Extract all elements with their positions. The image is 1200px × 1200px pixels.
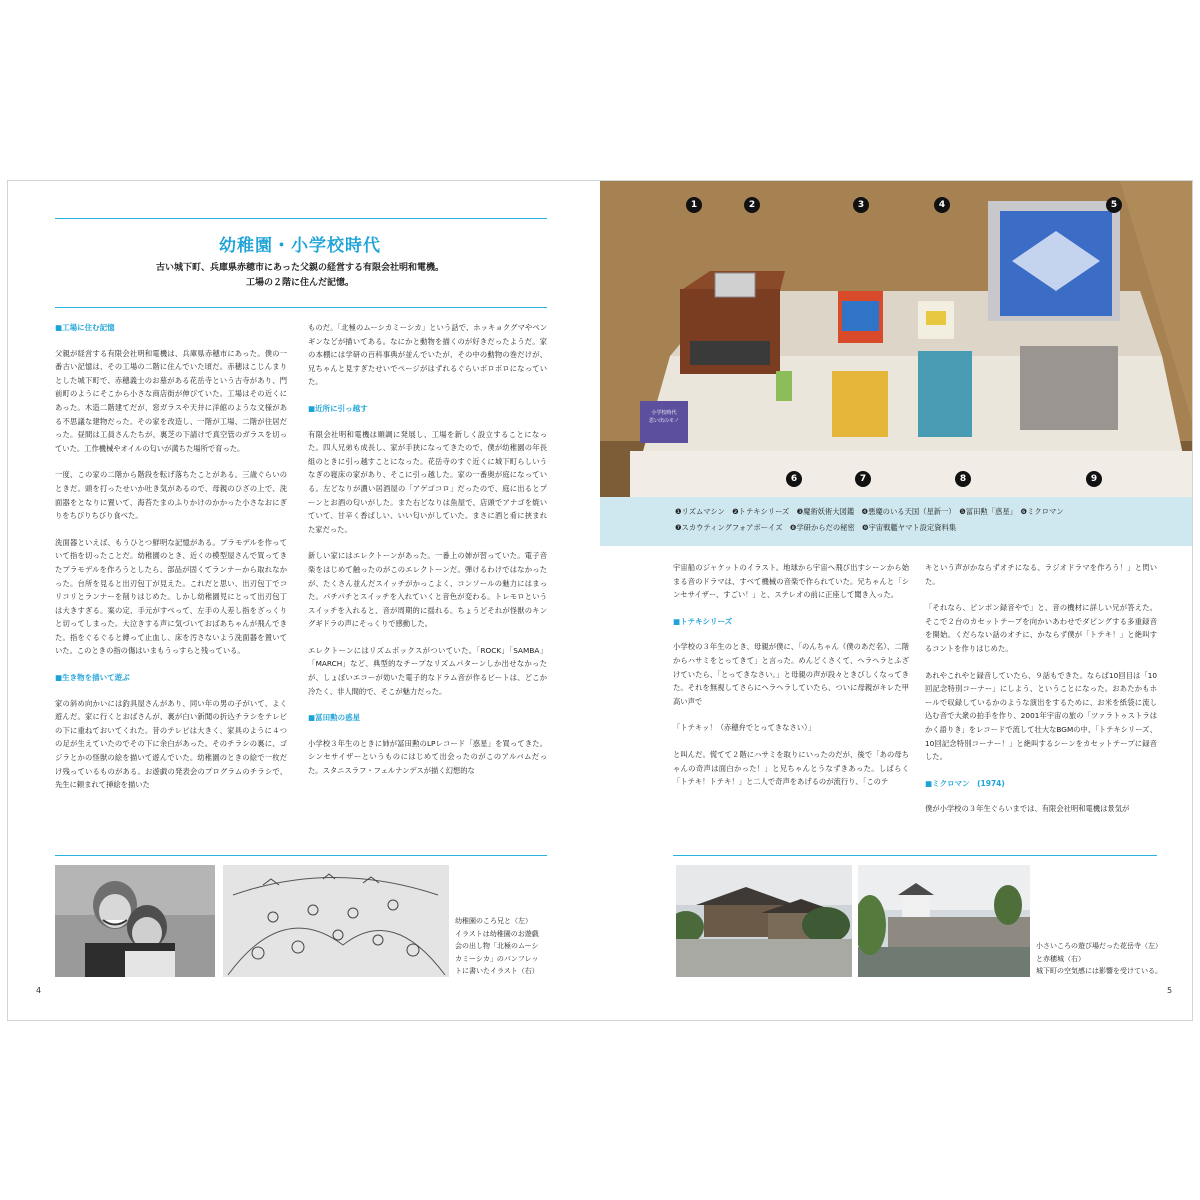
exhibit-marker: 7 [855, 471, 871, 487]
body-paragraph: キという声がかならずオチになる、ラジオドラマを作ろう！」と閃いた。 [925, 563, 1157, 586]
right-photo-caption [1036, 940, 1186, 978]
page-number: 5 [1167, 986, 1173, 995]
body-paragraph: 小学校３年生のときに姉が冨田勲のLPレコード「惑星」を買ってきた。シンセサイザーというものにはじめて出会ったのがこのアルバムだった。スタニスラフ・フェルナンデスが描く幻想的な [308, 738, 547, 776]
section-heading: ■生き物を描いて遊ぶ [55, 673, 130, 683]
body-paragraph: 父親が経営する有限会社明和電機は、兵庫県赤穂市にあった。僕の一番古い記憶は、その工場の二階に住んでいた頃だ。赤穂はこじんまりとした城下町で、赤穂義士のお墓がある花岳寺という古寺があり、門前町のようにそこから小さな商店街が伸びていた。工場はその近くにあった。木造二階建てだが、窓ガラスや天井に洋館のような文様がある不思議な建物だった。その家を改造し、一階が工場、二階が住居だった。昼間は工員さんたちが、裏芝の下請けで真空管のガラスを切っていた。工作機械やオイルの匂いが満ちた場所で育った。 [55, 348, 287, 453]
legend-line: ❼スカウティングフォアボーイズ ❽学研からだの秘密 ❾宇宙戦艦ヤマト設定資料集 [675, 523, 957, 532]
body-paragraph: 有限会社明和電機は順調に発展し、工場を新しく設立することになった。四人兄弟も成長し、家が手狭になってきたので、僕が幼稚園の年長組のときに引っ越すことになった。花岳寺のすぐ近くに城下町らしいうなぎの寝床の家があり、そこに引っ越した。家の一番奥が庭になっている。左どなりが濃い居酒屋の「アゲゴコロ」だったので、庭に出るとプーンとお酒の匂いがした。また右どなりは魚屋で、店頭でアナゴを焼いていて、甘辛く香ばしい、いい匂いがしていた。まさに酒と肴に挟まれた家だった。 [308, 429, 547, 534]
text-column-2 [925, 561, 1157, 829]
exhibit-placard [642, 409, 686, 425]
body-paragraph: と叫んだ。慌てて２階にハサミを取りにいったのだが、後で「あの母ちゃんの奇声は面白かった！」と兄ちゃんとうなずきあった。しばらく「トテキ！トテキ！」と二人で奇声をあげるのが流行り、「このテ [673, 749, 909, 787]
caption-line: 幼稚園のころ兄と（左） [455, 917, 532, 925]
body-paragraph: 家の斜め向かいには釣具屋さんがあり、同い年の男の子がいて、よく遊んだ。家に行くとおばさんが、裏が白い新聞の折込チラシをテレビの下に重ねておいてくれた。昔のテレビは大きく、家具のように４つの足が生えていたのでその下に余白があった。そのチラシの裏に、ゴジラとかの怪獣の絵を描いて遊んでいた。幼稚園のときの絵で一枚だけ残っているものがある。お遊戯の発表会のプログラムのチラシで、先生に頼まれて挿絵を描いた [55, 698, 287, 790]
exhibit-marker: 6 [786, 471, 802, 487]
page-number: 4 [36, 986, 42, 995]
castle-photo [858, 865, 1030, 977]
caption-line: 会の出し物「北極のムーシ [455, 942, 539, 950]
section-heading: ■工場に住む記憶 [55, 323, 115, 332]
caption-line: トに書いたイラスト（右） [455, 967, 539, 975]
body-paragraph: 「それなら、ピンポン録音やで」と、音の機材に詳しい兄が答えた。そこで２台のカセットテープを向かいあわせでダビングする多重録音を開始。くだらない話のオチに、かならず僕が「トテキ！」と絶叫するコントを作りはじめた。 [925, 603, 1157, 653]
section-heading: ■ミクロマン (1974) [925, 778, 1005, 788]
text-column-1 [673, 561, 909, 802]
exhibit-marker: 9 [1086, 471, 1102, 487]
caption-line: カミーシカ」のパンフレッ [455, 954, 539, 963]
body-paragraph: エレクトーンにはリズムボックスがついていた。「ROCK」「SAMBA」「MARCH」など、典型的なチープなリズムパターンしか出せなかったが、しょぼいエコーが効いた電子的なドラム音が作るビートは、どこか冷たく、非人間的で、そこが魅力だった。 [308, 645, 547, 696]
exhibit-legend [600, 497, 1192, 546]
body-paragraph: 新しい家にはエレクトーンがあった。一番上の姉が習っていた。電子音楽をはじめて触ったのがこのエレクトーンだ。弾けるわけではなかったが、たくさん並んだスイッチがかっこよく、コンソールの魅力にはまった。パチパチとスイッチを入れていくと音色が変わる。トレモロというスイッチを入れると、音が周期的に揺れる。ちょうどそれが怪獣のキングギドラの声にそっくりで感動した。 [308, 551, 547, 629]
subtitle-line: 古い城下町、兵庫県赤穂市にあった父親の経営する有限会社明和電機。 [156, 263, 444, 273]
right-page [600, 181, 1192, 1020]
text-column-2 [308, 321, 547, 791]
section-heading: ■近所に引っ越す [308, 403, 368, 413]
section-heading: ■冨田勲の惑星 [308, 713, 361, 723]
temple-photo [676, 865, 852, 977]
caption-line: 城下町の空気感には影響を受けている。 [1036, 967, 1162, 975]
childhood-photo [55, 865, 215, 977]
body-paragraph: 一度、この家の二階から階段を転げ落ちたことがある。三歳ぐらいのときだ。頭を打ったせいか吐き気があるので、母親のひざの上で、洗面器をとなりに置いて、海苔たまのふりかけのかかった小さなおにぎりをちびりちびり食べた。 [55, 470, 287, 521]
exhibit-photo [600, 181, 1192, 497]
exhibit-marker: 4 [934, 197, 950, 213]
left-page [8, 181, 600, 1020]
photo-rule [55, 855, 547, 856]
text-column-1 [55, 321, 287, 805]
header-rule [55, 218, 547, 219]
subtitle-line: 工場の２階に住んだ記憶。 [245, 278, 354, 288]
subtitle-rule [55, 307, 547, 308]
page-title: 幼稚園・小学校時代 [219, 236, 381, 256]
photo-rule [673, 855, 1157, 856]
left-photo-caption [455, 915, 565, 978]
exhibit-marker: 3 [853, 197, 869, 213]
exhibit-marker: 8 [955, 471, 971, 487]
exhibit-marker: 1 [686, 197, 702, 213]
body-paragraph: 小学校の３年生のとき、母親が僕に、「のんちゃん（僕のあだ名）、二階からハサミをとってきて」と言った。めんどくさくて、ヘラヘラとふざけていたら、「とってきなさい。」と母親の声が段々ときびしくなってきた。それを無視してさらにヘラヘラしていたら、ついに母親がキレた甲高い声で [673, 642, 909, 706]
body-paragraph: 僕が小学校の３年生ぐらいまでは、有限会社明和電機は景気が [925, 804, 1130, 814]
placard-line: 小学校時代 [651, 410, 677, 416]
illustration-photo [223, 865, 449, 977]
body-paragraph: あれやこれやと録音していたら、９話もできた。ならば10回目は「10回記念特別コーナー」にしよう、ということになった。おあたかもホールで収録しているかのような演出をするために、お米を紙袋に流し込む音で大衆の拍手を作り、2001年宇宙の旅の「ツァラトゥストラはかく語りき」をレコードで流して壮大なBGMの中、「トテキシリーズ、10回記念特別コーナー！」と絶叫するシーンをカセットテープに録音した。 [925, 670, 1157, 762]
body-paragraph: 宇宙船のジャケットのイラスト。地球から宇宙へ飛び出すシーンから始まる音のドラマは、すべて機械の音楽で作られていた。兄ちゃんと「シンセサイザー、すごい！」と、ステレオの前に正座して聞き入った。 [673, 563, 909, 600]
body-paragraph: ものだ。「北極のムーシカミーシカ」という話で、ホッキョクグマやペンギンなどが描いてある。なにかと動物を描くのが好きだったようだ。家の本棚には学研の百科事典が並んでいたが、その中の動物の巻だけが、兄ちゃんと見すぎたせいでページがはずれるぐらいボロボロになっていた。 [308, 323, 547, 387]
exhibit-marker: 2 [744, 197, 760, 213]
body-paragraph: 「トテキッ！（赤穂弁でとってきなさい）」 [673, 723, 815, 733]
caption-line: と赤穂城（右） [1036, 954, 1085, 963]
caption-line: イラストは幼稚園のお遊戯 [455, 929, 539, 938]
section-heading: ■トテキシリーズ [673, 616, 733, 626]
exhibit-marker: 5 [1106, 197, 1122, 213]
magazine-spread [7, 180, 1193, 1021]
caption-line: 小さいころの遊び場だった花岳寺（左） [1036, 942, 1162, 950]
body-paragraph: 洗面器といえば、もうひとつ鮮明な記憶がある。プラモデルを作っていて指を切ったことだ。幼稚園のとき、近くの模型屋さんで買ってきたプラモデルを作ろうとしたら、部品が固くてランナーから取れなかった。台所を見ると出刃包丁が見えた。これだと思い、出刃包丁でコリコリとランナーを削りはじめた。しかし幼稚園児にとって出刃包丁は大きすぎる。案の定、手元がすべって、左手の人差し指をざっくりと切ってしまった。大泣きする声に気づいておばあちゃんが飛んできた。指をぐるぐると縛って止血し、床を汚さないよう洗面器を置いていた。このときの指の傷はいまもうっすらと残っている。 [55, 537, 287, 656]
page-subtitle [55, 261, 545, 291]
placard-line: 思い出のモノ [649, 418, 679, 424]
legend-line: ❶リズムマシン ❷トテキシリーズ ❸魔術妖術大図鑑 ❹悪魔のいる天国（星新一） ❺冨田勲「惑星」 ❻ミクロマン [675, 507, 1064, 516]
